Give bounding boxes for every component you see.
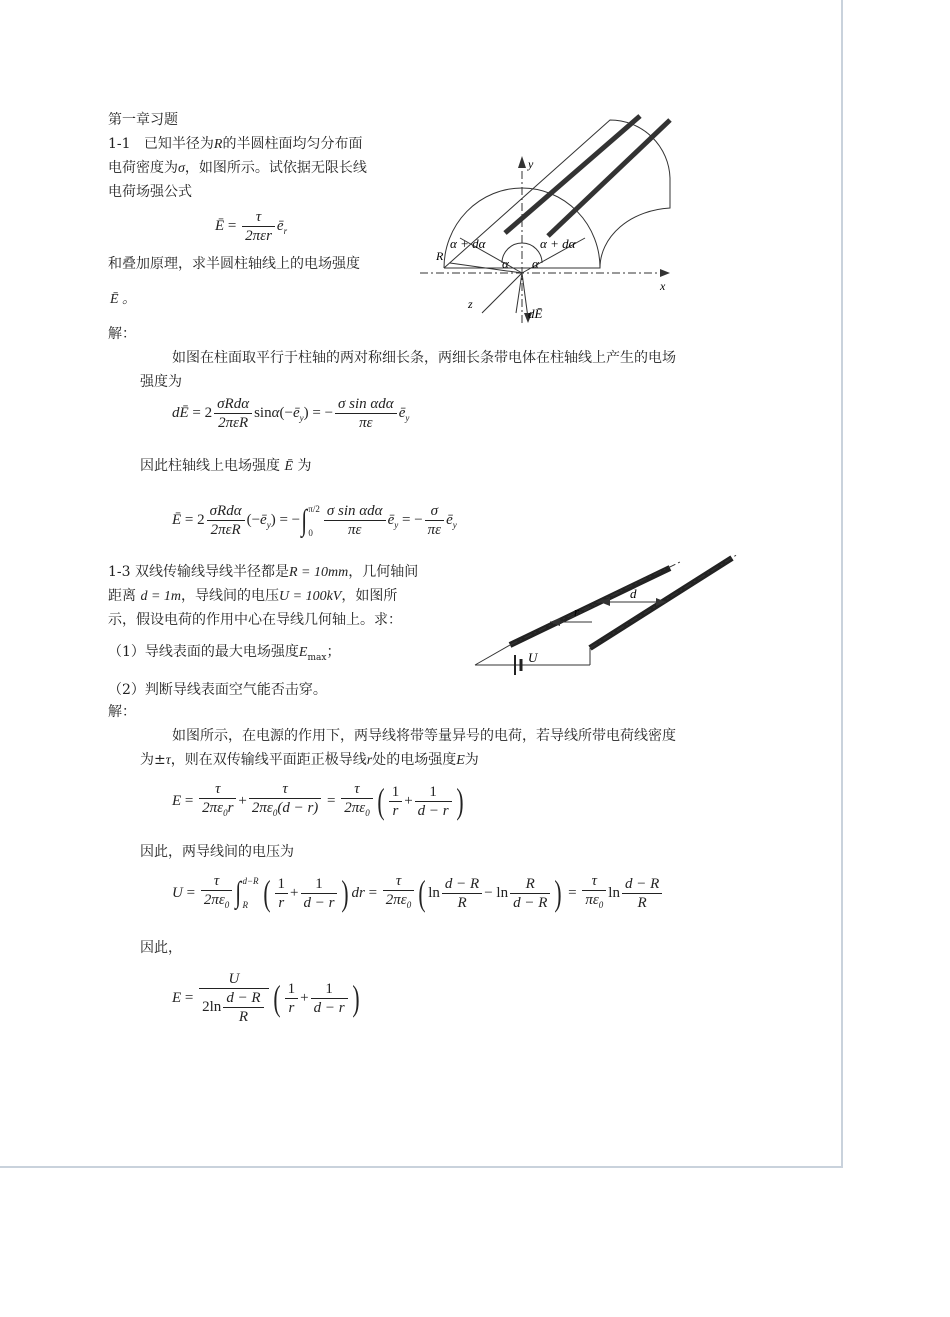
solution-label-1: 解： [108, 326, 136, 342]
label-dE: dĒ [528, 306, 543, 321]
label-alpha-dalpha-right: α + dα [540, 236, 576, 251]
question-2: （2）判断导线表面空气能否击穿。 [108, 682, 327, 698]
figure-half-cylinder [420, 108, 680, 333]
problem-number: 1-1 [108, 136, 131, 152]
problem-1-3-line3: 示，假设电荷的作用中心在导线几何轴上。求： [108, 612, 402, 628]
solution-3-text1: 如图所示，在电源的作用下，两导线将带等量异号的电荷，若导线所带电荷线密度 [172, 728, 676, 744]
solution-label-3: 解： [108, 704, 136, 720]
solution-3-text2: 为±τ，则在双传输线平面距正极导线r处的电场强度E为 [140, 752, 479, 768]
label-z: z [468, 297, 473, 311]
solution-1-text1: 如图在柱面取平行于柱轴的两对称细长条，两细长条带电体在柱轴线上产生的电场 [172, 350, 676, 366]
equation-dE: dĒ = 2 $\frac{\text{σRdα}}{\text{2πεR}}$ sin α (− $ē_y$ ) = − $\frac{\text{σ sin αdα}}{\pi\varepsilon}$ $ē_y$ [172, 396, 410, 431]
problem-1-3-line1: 1-3 双线传输线导线半径都是R = 10mm，几何轴间 [108, 564, 419, 580]
equation-U: U = $\frac{\tau}{2\pi\varepsilon_0}$ ∫ d−R R ( $\frac{1}{r}$ + $\frac{1}{d - r}$ ) dr = $\frac{\tau}{2\pi\varepsilon_0}$ ( ln $\frac{d - R}{R}$ − ln $\frac{R}{d - R}$ ) = $\frac{\tau}{\pi\varepsilon_0}$ ln $\frac{d - R}{R}$ [172, 872, 664, 914]
question-1: （1）导线表面的最大电场强度$E_{max}$； [108, 644, 341, 663]
label-x: x [660, 279, 666, 293]
label-R: R [436, 249, 444, 263]
equation-E-final: E = U 2ln $\frac{d - R}{R}$ ( $\frac{1}{r}$ + $\frac{1}{d - r}$ ) [172, 971, 360, 1025]
problem-1-1-line5: Ē 。 [110, 292, 137, 307]
equation-E-two-wire: E = $\frac{\tau}{2\pi\varepsilon_0r}$ + $\frac{\tau}{2\pi\varepsilon_0(d - r)}$ = $\frac{\tau}{2\pi\varepsilon_0}$ ( $\frac{1}{r}$ + $\frac{1}{d - r}$ ) [172, 781, 464, 821]
figure-two-wire-line [470, 550, 750, 680]
equation-E-total: Ē = 2 $\frac{\text{σRdα}}{\text{2πεR}}$ (− $ē_y$ ) = − ∫ π/2 0 $\frac{\text{σ sin αdα}}{\pi\varepsilon}$ $ē_y$ = − $\frac{\sigma}{\pi\varepsilon}$ $ē_y$ [172, 503, 457, 538]
problem-1-1-line1: 1-1 已知半径为R的半圆柱面均匀分布面 [108, 136, 363, 152]
problem-1-1-line3: 电荷场强公式 [108, 184, 192, 200]
label-U: U [528, 650, 538, 665]
wire-left [510, 568, 670, 645]
solution-3-text4: 因此， [140, 940, 182, 956]
solution-1-text2: 强度为 [140, 374, 182, 390]
label-alpha-right: α [532, 256, 539, 271]
label-alpha-dalpha-left: α + dα [450, 236, 486, 251]
label-r: r [574, 604, 580, 619]
problem-1-1-line4: 和叠加原理，求半圆柱轴线上的电场强度 [108, 256, 360, 272]
solution-1-text3: 因此柱轴线上电场强度 Ē 为 [140, 458, 312, 474]
chapter-title: 第一章习题 [108, 112, 178, 128]
solution-3-text3: 因此，两导线间的电压为 [140, 844, 294, 860]
problem-number: 1-3 [108, 564, 131, 580]
label-alpha-left: α [502, 256, 509, 271]
equation-line-charge: Ē = $\frac{\tau}{\text{2πεr}}$ $ē_r$ [215, 209, 288, 244]
problem-1-3-line2: 距离 d = 1m，导线间的电压U = 100kV，如图所 [108, 588, 398, 604]
label-y: y [528, 157, 534, 171]
problem-1-1-line2: 电荷密度为σ，如图所示。试依据无限长线 [108, 160, 367, 176]
label-d: d [630, 586, 637, 601]
